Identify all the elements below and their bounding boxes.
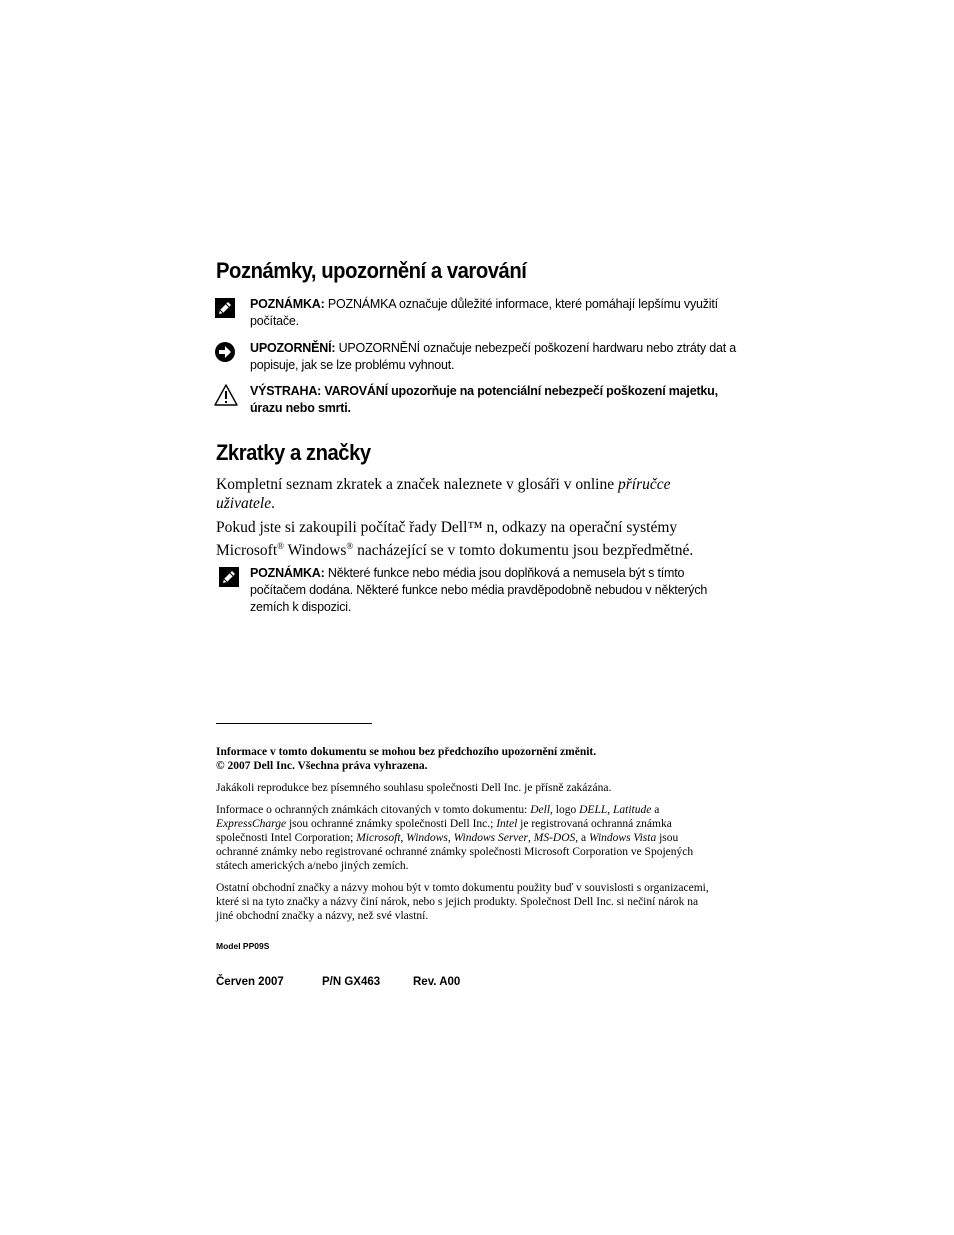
para2-text-b: Windows	[283, 542, 347, 560]
pencil-note-icon	[214, 297, 236, 319]
model-number: Model PP09S	[216, 941, 270, 951]
abbreviations-paragraph	[216, 475, 716, 513]
note-label: POZNÁMKA:	[250, 297, 325, 311]
warning-label: VÝSTRAHA:	[250, 384, 322, 398]
note-text: POZNÁMKA označuje důležité informace, které pomáhají lepšímu využití počítače.	[250, 297, 718, 328]
section-heading-abbreviations: Zkratky a značky	[216, 440, 371, 465]
registered-mark: ®	[277, 541, 284, 551]
warning-text: VAROVÁNÍ upozorňuje na potenciální nebezpečí poškození majetku, úrazu nebo smrti.	[250, 384, 718, 415]
warning-triangle-icon	[214, 384, 236, 406]
footer-part-number: P/N GX463	[322, 976, 381, 988]
trademark-notice: Informace o ochranných známkách citovaných v tomto dokumentu: Dell, logo DELL, Latitude a ExpressCharge jsou ochranné známky společnosti Dell Inc.; Intel je registrovaná ochranná známka společnosti Intel Corporation; Microsoft, Windows, Windows Server, MS-DOS, a Windows Vista jsou ochranné známky nebo registrované ochranné známky společnosti Microsoft Corporation ve Spojených státech amerických a/nebo jiných zemích.	[216, 804, 694, 872]
notice-label: UPOZORNĚNÍ:	[250, 341, 336, 355]
pencil-note-icon	[218, 566, 240, 588]
footer-revision: Rev. A00	[413, 976, 461, 988]
change-notice: Informace v tomto dokumentu se mohou bez předchozího upozornění změnit.	[216, 746, 597, 758]
registered-mark: ®	[346, 541, 354, 551]
notice-arrow-icon	[214, 341, 236, 363]
para2-text-a: Pokud jste si zakoupili počítač řady Dell™ n, odkazy na operační systémy Microsoft	[216, 519, 678, 560]
para1-text: Kompletní seznam zkratek a značek naleznete v glosáři v online	[216, 476, 618, 493]
users-guide-link-text: příručce uživatele	[216, 476, 671, 512]
section-heading-notes: Poznámky, upozornění a varování	[216, 258, 527, 283]
footer-date: Červen 2007	[216, 976, 284, 988]
dell-n-paragraph	[216, 518, 716, 560]
legal-header	[216, 745, 716, 773]
note2-text: Některé funkce nebo média jsou doplňková a nemusela být s tímto počítačem dodána. Některé funkce nebo média pravděpodobně nebudou v některých zemích k dispozici.	[250, 566, 708, 614]
para2-text-c: nacházející se v tomto dokumentu jsou bezpředmětné.	[353, 542, 694, 560]
para1-end: .	[271, 495, 275, 512]
notice-text: UPOZORNĚNÍ označuje nebezpečí poškození hardwaru nebo ztráty dat a popisuje, jak se lze problému vyhnout.	[250, 341, 737, 372]
divider	[216, 723, 372, 724]
note2-label: POZNÁMKA:	[250, 566, 325, 580]
copyright: © 2007 Dell Inc. Všechna práva vyhrazena.	[216, 760, 428, 772]
other-trademarks-notice: Ostatní obchodní značky a názvy mohou být v tomto dokumentu použity buď v souvislosti s organizacemi, které si na tyto značky a názvy činí nárok, nebo s jejich produkty. Společnost Dell Inc. si nečiní nárok na jiné obchodní značky a názvy, než své vlastní.	[216, 882, 709, 922]
reproduction-notice: Jakákoli reprodukce bez písemného souhlasu společnosti Dell Inc. je přísně zakázána.	[216, 782, 612, 794]
